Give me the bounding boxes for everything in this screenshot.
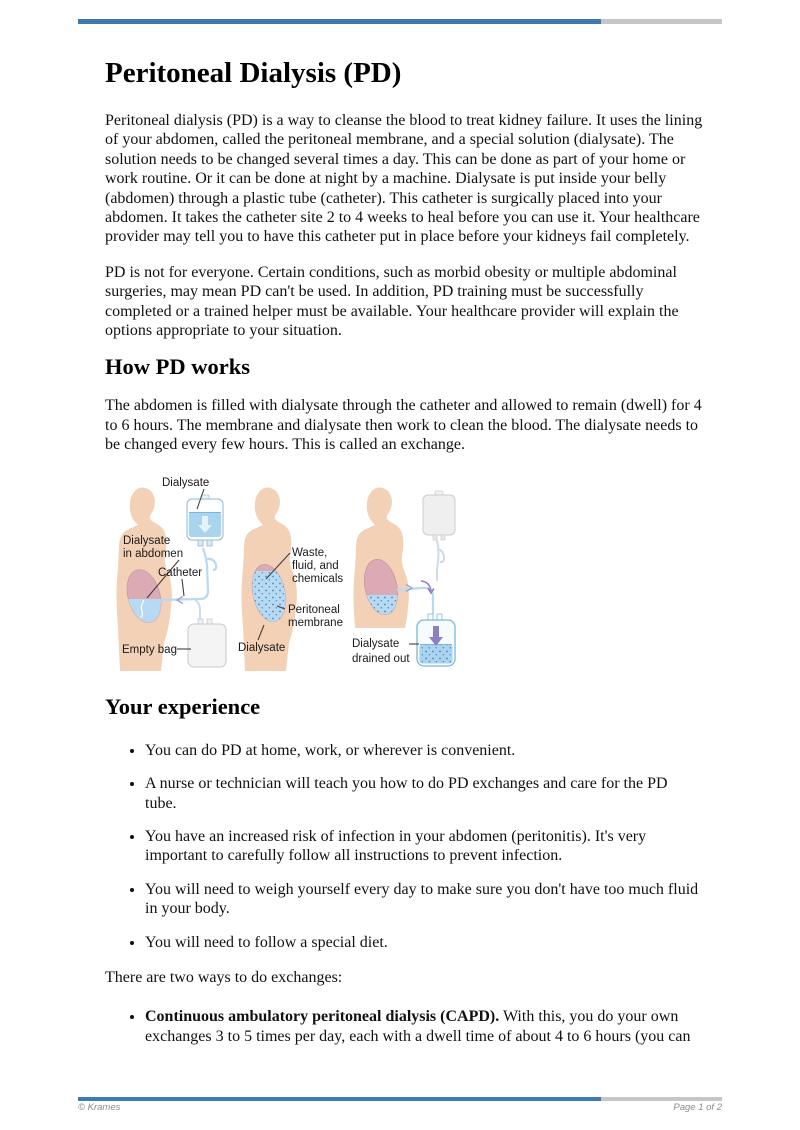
footer-copyright: © Krames [78, 1102, 121, 1113]
exchanges-intro-paragraph: There are two ways to do exchanges: [105, 968, 343, 986]
page-footer [78, 1102, 722, 1113]
capd-rest-text: With this, you do your own exchanges 3 to 5 times per day, each with a dwell time of about 4 to 6 hours (you can [145, 1008, 691, 1045]
dialysate-bag-icon [187, 495, 223, 546]
document-body [105, 0, 703, 1046]
label-dialysate-in-abdomen-1: Dialysate [123, 534, 171, 547]
label-dialysate-top: Dialysate [162, 476, 210, 489]
label-waste-2: fluid, and [292, 559, 339, 572]
label-catheter: Catheter [158, 566, 203, 579]
label-peritoneal-1: Peritoneal [288, 603, 340, 616]
drain-tube-to-empty-bag [195, 600, 200, 620]
intro-paragraph-1: Peritoneal dialysis (PD) is a way to cleanse the blood to treat kidney failure. It uses the lining of your abdomen, called the peritoneal membrane, and a special solution (dialysate). The solution needs to be changed several times a day. This can be done as part of your home or work routine. Or it can be done at night by a machine. Dialysate is put inside your belly (abdomen) through a plastic tube (catheter). This catheter is surgically placed into your abdomen. It takes the catheter site 2 to 4 weeks to heal before you can use it. Your healthcare provider may tell you to have this catheter put in place before your kidneys fail completely. [105, 112, 703, 246]
label-waste-3: chemicals [292, 572, 344, 585]
label-drained-2: drained out [352, 652, 410, 665]
heading-your-experience: Your experience [105, 693, 261, 719]
spent-bag-tube [437, 540, 444, 581]
pointer-line [182, 579, 184, 596]
spent-bag-icon [423, 491, 455, 540]
label-peritoneal-2: membrane [288, 616, 343, 629]
heading-how-pd-works: How PD works [105, 354, 250, 380]
page-title: Peritoneal Dialysis (PD) [105, 57, 402, 89]
drained-bag-icon [417, 614, 455, 666]
pd-exchange-illustration [103, 469, 463, 674]
label-empty-bag: Empty bag [122, 643, 177, 656]
capd-bold-lead: Continuous ambulatory peritoneal dialysis (CAPD). [145, 1008, 500, 1026]
footer-divider-blue [78, 1097, 601, 1101]
footer-divider-gray [601, 1097, 722, 1101]
intro-paragraph-2: PD is not for everyone. Certain conditions, such as morbid obesity or multiple abdominal surgeries, may mean PD can't be used. In addition, PD training must be successfully completed or a trained helper must be available. Your healthcare provider will explain the options appropriate to your situation. [105, 263, 679, 340]
empty-bag-icon [188, 619, 226, 667]
experience-bullet-4: • You will need to weigh yourself every day to make sure you don't have too much fluid in your body. [145, 880, 703, 919]
label-dialysate-mid: Dialysate [238, 641, 286, 654]
experience-bullet-1: • You can do PD at home, work, or wherever is convenient. [145, 741, 703, 760]
capd-bullet [145, 1007, 703, 1046]
footer-page-number: Page 1 of 2 [673, 1102, 722, 1113]
how-pd-works-paragraph: The abdomen is filled with dialysate through the catheter and allowed to remain (dwell) for 4 to 6 hours. The membrane and dialysate then work to clean the blood. The dialysate needs to be changed every few hours. This is called an exchange. [105, 397, 702, 454]
experience-bullet-5: • You will need to follow a special diet. [145, 933, 703, 952]
experience-bullet-2: • A nurse or technician will teach you how to do PD exchanges and care for the PD tube. [145, 774, 703, 813]
experience-bullet-3: • You have an increased risk of infection in your abdomen (peritonitis). It's very important to carefully follow all instructions to prevent infection. [145, 827, 703, 866]
experience-bullet-list [105, 741, 703, 952]
label-waste-1: Waste, [292, 546, 328, 559]
label-drained-1: Dialysate [352, 637, 400, 650]
label-dialysate-in-abdomen-2: in abdomen [123, 547, 184, 560]
capd-bullet-list [105, 1007, 703, 1046]
footer-divider-bar [78, 1097, 722, 1101]
